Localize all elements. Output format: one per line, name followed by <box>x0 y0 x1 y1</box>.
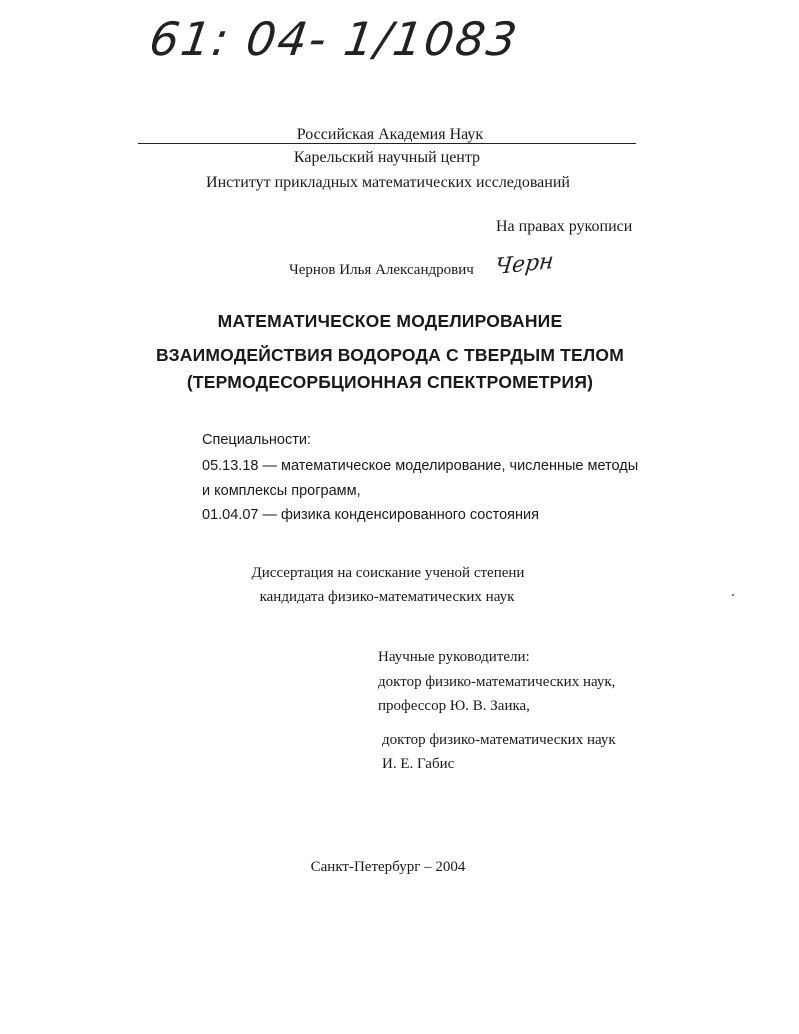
institute-name: Институт прикладных математических исследований <box>206 174 570 191</box>
specialties-heading: Специальности: <box>202 432 311 448</box>
title-line-3: (ТЕРМОДЕСОРБЦИОННАЯ СПЕКТРОМЕТРИЯ) <box>186 372 594 392</box>
academy-name: Российская Академия Наук <box>296 126 484 143</box>
author-signature: Черн <box>493 248 555 281</box>
supervisor-1-name: профессор Ю. В. Заика, <box>378 698 530 714</box>
handwritten-catalog-number <box>146 12 522 66</box>
author-name: Чернов Илья Александрович <box>289 262 474 278</box>
header-divider <box>138 143 636 144</box>
title-line-1: МАТЕМАТИЧЕСКОЕ МОДЕЛИРОВАНИЕ <box>217 311 563 331</box>
specialty-line-1: 05.13.18 — математическое моделирование, численные методы <box>202 458 639 474</box>
supervisor-2-degree: доктор физико-математических наук <box>382 732 616 748</box>
supervisors-heading: Научные руководители: <box>378 649 530 665</box>
specialty-line-3: 01.04.07 — физика конденсированного состояния <box>202 507 539 523</box>
title-line-2: ВЗАИМОДЕЙСТВИЯ ВОДОРОДА С ТВЕРДЫМ ТЕЛОМ <box>155 345 624 365</box>
scan-speck <box>732 594 734 596</box>
science-center-name: Карельский научный центр <box>293 149 481 166</box>
rights-notice: На правах рукописи <box>496 218 633 235</box>
supervisor-1-degree: доктор физико-математических наук, <box>378 674 616 690</box>
supervisor-2-name: И. Е. Габис <box>382 756 455 772</box>
place-and-year: Санкт-Петербург – 2004 <box>310 859 466 875</box>
catalog-number-part-2: 04- <box>242 12 332 66</box>
specialty-line-2: и комплексы программ, <box>202 483 361 499</box>
dissertation-line-2: кандидата физико-математических наук <box>259 589 515 605</box>
catalog-number-part-3: 1/1083 <box>340 12 523 66</box>
catalog-number-part-1: 61: <box>146 12 234 66</box>
dissertation-line-1: Диссертация на соискание ученой степени <box>251 565 525 581</box>
